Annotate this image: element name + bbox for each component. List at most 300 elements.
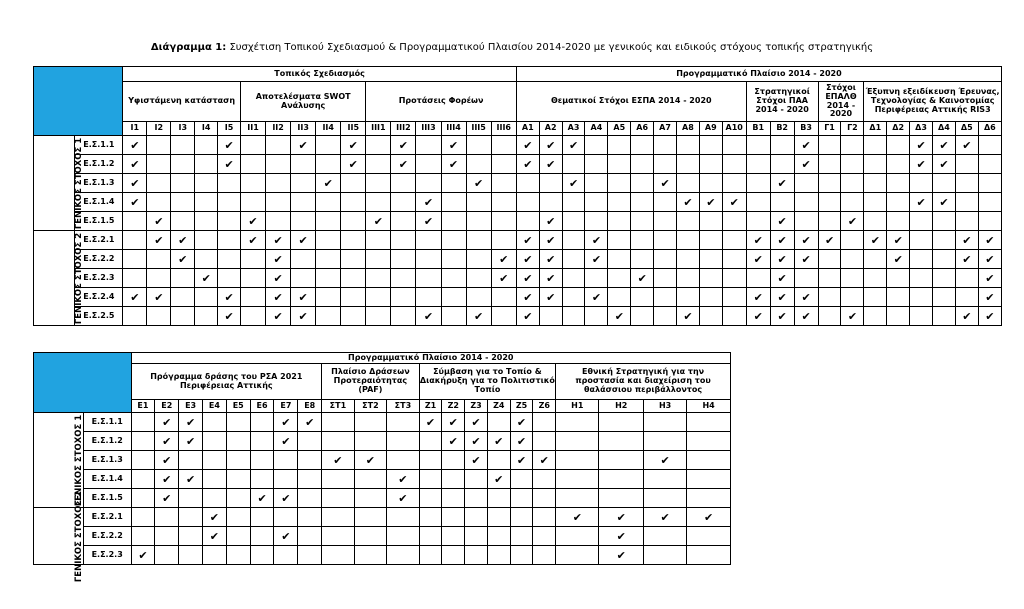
empty-cell bbox=[171, 193, 195, 212]
empty-cell bbox=[442, 508, 465, 527]
empty-cell bbox=[818, 288, 841, 307]
column-header: I4 bbox=[195, 122, 218, 136]
matrix-table-1 bbox=[33, 66, 1002, 326]
empty-cell bbox=[123, 269, 147, 288]
empty-cell bbox=[341, 174, 366, 193]
empty-cell bbox=[491, 307, 516, 326]
group-label bbox=[34, 231, 85, 326]
empty-cell bbox=[250, 546, 274, 565]
matrix-table-2 bbox=[33, 352, 731, 582]
empty-cell bbox=[955, 212, 978, 231]
row-code: Ε.Σ.1.5 bbox=[75, 212, 123, 231]
empty-cell bbox=[416, 269, 441, 288]
empty-cell bbox=[631, 307, 654, 326]
check-mark-icon: ✔ bbox=[195, 269, 218, 288]
column-header: Z3 bbox=[465, 400, 488, 413]
empty-cell bbox=[341, 288, 366, 307]
table-row bbox=[34, 250, 1002, 269]
empty-cell bbox=[250, 508, 274, 527]
subgroup-header: Σύμβαση για το Τοπίο & Διακήρυξη για το Πολιτιστικό Τοπίο bbox=[419, 364, 556, 400]
check-mark-icon: ✔ bbox=[391, 155, 416, 174]
empty-cell bbox=[131, 432, 155, 451]
empty-cell bbox=[487, 527, 510, 546]
table-row bbox=[34, 288, 1002, 307]
empty-cell bbox=[910, 250, 933, 269]
empty-cell bbox=[608, 136, 631, 155]
empty-cell bbox=[218, 269, 241, 288]
empty-cell bbox=[841, 174, 864, 193]
column-header: I2 bbox=[147, 122, 171, 136]
empty-cell bbox=[366, 155, 391, 174]
empty-cell bbox=[195, 250, 218, 269]
column-header: Z4 bbox=[487, 400, 510, 413]
empty-cell bbox=[419, 451, 442, 470]
check-mark-icon: ✔ bbox=[864, 231, 887, 250]
subgroup-header: Πλαίσιο Δράσεων Προτεραιότητας (PAF) bbox=[322, 364, 420, 400]
empty-cell bbox=[585, 212, 608, 231]
check-mark-icon: ✔ bbox=[562, 136, 585, 155]
check-mark-icon: ✔ bbox=[131, 546, 155, 565]
check-mark-icon: ✔ bbox=[533, 451, 556, 470]
check-mark-icon: ✔ bbox=[770, 269, 794, 288]
column-header: A4 bbox=[585, 122, 608, 136]
empty-cell bbox=[643, 470, 686, 489]
empty-cell bbox=[291, 269, 316, 288]
empty-cell bbox=[599, 489, 643, 508]
empty-cell bbox=[366, 307, 391, 326]
empty-cell bbox=[533, 432, 556, 451]
empty-cell bbox=[266, 174, 291, 193]
check-mark-icon: ✔ bbox=[416, 212, 441, 231]
column-header: E1 bbox=[131, 400, 155, 413]
group-label-text: ΓΕΝΙΚΟΣ ΣΤΟΧΟΣ 1 bbox=[74, 414, 85, 506]
empty-cell bbox=[366, 174, 391, 193]
check-mark-icon: ✔ bbox=[491, 269, 516, 288]
empty-cell bbox=[416, 250, 441, 269]
subgroup-header: Θεματικοί Στόχοι ΕΣΠΑ 2014 - 2020 bbox=[516, 82, 746, 122]
check-mark-icon: ✔ bbox=[387, 470, 420, 489]
check-mark-icon: ✔ bbox=[932, 136, 955, 155]
empty-cell bbox=[562, 269, 585, 288]
empty-cell bbox=[441, 288, 466, 307]
empty-cell bbox=[218, 250, 241, 269]
empty-cell bbox=[631, 288, 654, 307]
empty-cell bbox=[487, 413, 510, 432]
empty-cell bbox=[746, 155, 770, 174]
empty-cell bbox=[841, 288, 864, 307]
empty-cell bbox=[699, 231, 722, 250]
empty-cell bbox=[910, 212, 933, 231]
check-mark-icon: ✔ bbox=[218, 288, 241, 307]
empty-cell bbox=[250, 527, 274, 546]
empty-cell bbox=[654, 212, 677, 231]
column-header: A6 bbox=[631, 122, 654, 136]
empty-cell bbox=[387, 508, 420, 527]
empty-cell bbox=[441, 193, 466, 212]
empty-cell bbox=[676, 155, 699, 174]
empty-cell bbox=[179, 489, 203, 508]
check-mark-icon: ✔ bbox=[298, 413, 322, 432]
check-mark-icon: ✔ bbox=[746, 231, 770, 250]
check-mark-icon: ✔ bbox=[465, 451, 488, 470]
check-mark-icon: ✔ bbox=[441, 136, 466, 155]
check-mark-icon: ✔ bbox=[123, 136, 147, 155]
empty-cell bbox=[746, 193, 770, 212]
check-mark-icon: ✔ bbox=[539, 231, 562, 250]
column-header: Δ3 bbox=[910, 122, 933, 136]
column-header: III6 bbox=[491, 122, 516, 136]
empty-cell bbox=[441, 250, 466, 269]
empty-cell bbox=[291, 174, 316, 193]
empty-cell bbox=[955, 288, 978, 307]
group-label-text: ΓΕΝΙΚΟΣ ΣΤΟΧΟΣ 1 bbox=[74, 137, 85, 229]
check-mark-icon: ✔ bbox=[291, 307, 316, 326]
empty-cell bbox=[556, 527, 599, 546]
empty-cell bbox=[241, 174, 266, 193]
check-mark-icon: ✔ bbox=[887, 250, 910, 269]
check-mark-icon: ✔ bbox=[218, 136, 241, 155]
table-row bbox=[34, 269, 1002, 288]
row-code: Ε.Σ.2.1 bbox=[83, 508, 131, 527]
empty-cell bbox=[818, 136, 841, 155]
check-mark-icon: ✔ bbox=[608, 307, 631, 326]
check-mark-icon: ✔ bbox=[585, 250, 608, 269]
empty-cell bbox=[442, 527, 465, 546]
empty-cell bbox=[687, 527, 731, 546]
check-mark-icon: ✔ bbox=[722, 193, 746, 212]
empty-cell bbox=[864, 155, 887, 174]
empty-cell bbox=[131, 451, 155, 470]
empty-cell bbox=[978, 212, 1001, 231]
subgroup-header: Προτάσεις Φορέων bbox=[366, 82, 517, 122]
empty-cell bbox=[241, 250, 266, 269]
empty-cell bbox=[250, 470, 274, 489]
empty-cell bbox=[562, 231, 585, 250]
row-code: Ε.Σ.1.2 bbox=[83, 432, 131, 451]
row-code: Ε.Σ.2.3 bbox=[75, 269, 123, 288]
empty-cell bbox=[818, 307, 841, 326]
empty-cell bbox=[556, 470, 599, 489]
empty-cell bbox=[123, 307, 147, 326]
check-mark-icon: ✔ bbox=[643, 451, 686, 470]
empty-cell bbox=[676, 231, 699, 250]
check-mark-icon: ✔ bbox=[539, 155, 562, 174]
empty-cell bbox=[466, 288, 491, 307]
column-header: Z6 bbox=[533, 400, 556, 413]
empty-cell bbox=[147, 269, 171, 288]
empty-cell bbox=[465, 470, 488, 489]
empty-cell bbox=[171, 155, 195, 174]
column-header: I1 bbox=[123, 122, 147, 136]
empty-cell bbox=[466, 193, 491, 212]
column-header: III1 bbox=[366, 122, 391, 136]
empty-cell bbox=[746, 174, 770, 193]
empty-cell bbox=[419, 527, 442, 546]
column-header: E3 bbox=[179, 400, 203, 413]
empty-cell bbox=[631, 155, 654, 174]
empty-cell bbox=[599, 451, 643, 470]
empty-cell bbox=[864, 174, 887, 193]
empty-cell bbox=[316, 136, 341, 155]
empty-cell bbox=[722, 231, 746, 250]
group-header: Προγραμματικό Πλαίσιο 2014 - 2020 bbox=[516, 67, 1001, 82]
check-mark-icon: ✔ bbox=[841, 212, 864, 231]
check-mark-icon: ✔ bbox=[978, 269, 1001, 288]
empty-cell bbox=[131, 489, 155, 508]
empty-cell bbox=[131, 413, 155, 432]
empty-cell bbox=[794, 212, 818, 231]
table-row bbox=[34, 451, 731, 470]
check-mark-icon: ✔ bbox=[676, 193, 699, 212]
empty-cell bbox=[631, 231, 654, 250]
empty-cell bbox=[955, 155, 978, 174]
table-row bbox=[34, 193, 1002, 212]
check-mark-icon: ✔ bbox=[291, 136, 316, 155]
empty-cell bbox=[171, 136, 195, 155]
empty-cell bbox=[203, 470, 227, 489]
check-mark-icon: ✔ bbox=[631, 269, 654, 288]
empty-cell bbox=[391, 231, 416, 250]
empty-cell bbox=[864, 250, 887, 269]
empty-cell bbox=[770, 155, 794, 174]
check-mark-icon: ✔ bbox=[441, 155, 466, 174]
empty-cell bbox=[699, 307, 722, 326]
empty-cell bbox=[419, 546, 442, 565]
empty-cell bbox=[510, 546, 533, 565]
empty-cell bbox=[155, 546, 179, 565]
empty-cell bbox=[419, 489, 442, 508]
check-mark-icon: ✔ bbox=[123, 288, 147, 307]
check-mark-icon: ✔ bbox=[932, 155, 955, 174]
check-mark-icon: ✔ bbox=[442, 413, 465, 432]
empty-cell bbox=[419, 432, 442, 451]
empty-cell bbox=[676, 269, 699, 288]
empty-cell bbox=[556, 546, 599, 565]
empty-cell bbox=[562, 307, 585, 326]
group-label-text: ΓΕΝΙΚΟΣ ΣΤΟΧΟΣ 2 bbox=[74, 232, 85, 324]
empty-cell bbox=[562, 193, 585, 212]
empty-cell bbox=[643, 432, 686, 451]
empty-cell bbox=[887, 212, 910, 231]
check-mark-icon: ✔ bbox=[516, 250, 539, 269]
empty-cell bbox=[316, 307, 341, 326]
empty-cell bbox=[416, 174, 441, 193]
table-row bbox=[34, 470, 731, 489]
empty-cell bbox=[366, 269, 391, 288]
empty-cell bbox=[147, 250, 171, 269]
empty-cell bbox=[195, 212, 218, 231]
empty-cell bbox=[466, 212, 491, 231]
empty-cell bbox=[341, 307, 366, 326]
empty-cell bbox=[608, 174, 631, 193]
check-mark-icon: ✔ bbox=[794, 155, 818, 174]
check-mark-icon: ✔ bbox=[466, 174, 491, 193]
check-mark-icon: ✔ bbox=[171, 231, 195, 250]
empty-cell bbox=[491, 212, 516, 231]
column-header: II5 bbox=[341, 122, 366, 136]
empty-cell bbox=[226, 432, 250, 451]
check-mark-icon: ✔ bbox=[516, 288, 539, 307]
check-mark-icon: ✔ bbox=[585, 288, 608, 307]
check-mark-icon: ✔ bbox=[818, 231, 841, 250]
empty-cell bbox=[722, 250, 746, 269]
empty-cell bbox=[746, 269, 770, 288]
empty-cell bbox=[226, 546, 250, 565]
column-header: A2 bbox=[539, 122, 562, 136]
empty-cell bbox=[291, 250, 316, 269]
empty-cell bbox=[978, 174, 1001, 193]
empty-cell bbox=[391, 212, 416, 231]
check-mark-icon: ✔ bbox=[794, 136, 818, 155]
empty-cell bbox=[298, 546, 322, 565]
empty-cell bbox=[419, 470, 442, 489]
check-mark-icon: ✔ bbox=[123, 174, 147, 193]
column-header: B1 bbox=[746, 122, 770, 136]
empty-cell bbox=[608, 212, 631, 231]
check-mark-icon: ✔ bbox=[416, 307, 441, 326]
empty-cell bbox=[298, 451, 322, 470]
empty-cell bbox=[654, 250, 677, 269]
empty-cell bbox=[794, 269, 818, 288]
empty-cell bbox=[699, 136, 722, 155]
empty-cell bbox=[218, 193, 241, 212]
empty-cell bbox=[123, 231, 147, 250]
subgroup-header: Εθνική Στρατηγική για την προστασία και διαχείριση του θαλάσσιου περιβάλλοντος bbox=[556, 364, 731, 400]
empty-cell bbox=[687, 432, 731, 451]
check-mark-icon: ✔ bbox=[179, 470, 203, 489]
empty-cell bbox=[722, 307, 746, 326]
check-mark-icon: ✔ bbox=[291, 231, 316, 250]
group-label bbox=[34, 136, 85, 231]
empty-cell bbox=[818, 250, 841, 269]
empty-cell bbox=[585, 193, 608, 212]
table-row bbox=[34, 155, 1002, 174]
empty-cell bbox=[676, 174, 699, 193]
empty-cell bbox=[491, 136, 516, 155]
empty-cell bbox=[770, 136, 794, 155]
check-mark-icon: ✔ bbox=[539, 136, 562, 155]
empty-cell bbox=[491, 288, 516, 307]
empty-cell bbox=[510, 489, 533, 508]
empty-cell bbox=[978, 193, 1001, 212]
empty-cell bbox=[155, 527, 179, 546]
empty-cell bbox=[171, 307, 195, 326]
column-header: H4 bbox=[687, 400, 731, 413]
empty-cell bbox=[487, 546, 510, 565]
empty-cell bbox=[466, 231, 491, 250]
empty-cell bbox=[887, 193, 910, 212]
check-mark-icon: ✔ bbox=[147, 288, 171, 307]
empty-cell bbox=[631, 174, 654, 193]
empty-cell bbox=[298, 527, 322, 546]
empty-cell bbox=[441, 307, 466, 326]
empty-cell bbox=[466, 269, 491, 288]
empty-cell bbox=[722, 288, 746, 307]
empty-cell bbox=[291, 193, 316, 212]
group-label bbox=[34, 490, 85, 582]
row-code: Ε.Σ.2.3 bbox=[83, 546, 131, 565]
empty-cell bbox=[818, 212, 841, 231]
empty-cell bbox=[746, 212, 770, 231]
check-mark-icon: ✔ bbox=[322, 451, 355, 470]
empty-cell bbox=[442, 489, 465, 508]
empty-cell bbox=[218, 231, 241, 250]
check-mark-icon: ✔ bbox=[539, 269, 562, 288]
column-header: Δ4 bbox=[932, 122, 955, 136]
empty-cell bbox=[722, 174, 746, 193]
empty-cell bbox=[441, 174, 466, 193]
empty-cell bbox=[322, 508, 355, 527]
column-header: H1 bbox=[556, 400, 599, 413]
column-header: I5 bbox=[218, 122, 241, 136]
check-mark-icon: ✔ bbox=[266, 269, 291, 288]
subgroup-header: Έξυπνη εξειδίκευση Έρευνας, Τεχνολογίας & Καινοτομίας Περιφέρειας Αττικής RIS3 bbox=[864, 82, 1002, 122]
empty-cell bbox=[226, 489, 250, 508]
empty-cell bbox=[322, 546, 355, 565]
empty-cell bbox=[654, 288, 677, 307]
table-row bbox=[34, 136, 1002, 155]
check-mark-icon: ✔ bbox=[218, 155, 241, 174]
check-mark-icon: ✔ bbox=[910, 136, 933, 155]
empty-cell bbox=[466, 250, 491, 269]
empty-cell bbox=[585, 136, 608, 155]
check-mark-icon: ✔ bbox=[250, 489, 274, 508]
empty-cell bbox=[562, 155, 585, 174]
check-mark-icon: ✔ bbox=[466, 307, 491, 326]
column-header: A5 bbox=[608, 122, 631, 136]
empty-cell bbox=[491, 193, 516, 212]
check-mark-icon: ✔ bbox=[416, 193, 441, 212]
column-header: E6 bbox=[250, 400, 274, 413]
check-mark-icon: ✔ bbox=[770, 231, 794, 250]
check-mark-icon: ✔ bbox=[841, 307, 864, 326]
empty-cell bbox=[699, 212, 722, 231]
empty-cell bbox=[643, 489, 686, 508]
empty-cell bbox=[226, 413, 250, 432]
empty-cell bbox=[391, 250, 416, 269]
row-code: Ε.Σ.1.5 bbox=[83, 489, 131, 508]
row-code: Ε.Σ.2.4 bbox=[75, 288, 123, 307]
empty-cell bbox=[416, 155, 441, 174]
check-mark-icon: ✔ bbox=[155, 413, 179, 432]
empty-cell bbox=[676, 136, 699, 155]
empty-cell bbox=[465, 489, 488, 508]
empty-cell bbox=[203, 489, 227, 508]
empty-cell bbox=[687, 489, 731, 508]
check-mark-icon: ✔ bbox=[770, 174, 794, 193]
empty-cell bbox=[341, 212, 366, 231]
empty-cell bbox=[841, 155, 864, 174]
table-row bbox=[34, 307, 1002, 326]
empty-cell bbox=[539, 174, 562, 193]
empty-cell bbox=[387, 413, 420, 432]
check-mark-icon: ✔ bbox=[155, 451, 179, 470]
empty-cell bbox=[366, 250, 391, 269]
empty-cell bbox=[226, 470, 250, 489]
empty-cell bbox=[226, 527, 250, 546]
empty-cell bbox=[687, 470, 731, 489]
column-header: II2 bbox=[266, 122, 291, 136]
empty-cell bbox=[841, 231, 864, 250]
group-header: Τοπικός Σχεδιασμός bbox=[123, 67, 517, 82]
corner-cell bbox=[34, 67, 123, 136]
check-mark-icon: ✔ bbox=[643, 508, 686, 527]
empty-cell bbox=[274, 470, 298, 489]
empty-cell bbox=[864, 288, 887, 307]
check-mark-icon: ✔ bbox=[978, 231, 1001, 250]
check-mark-icon: ✔ bbox=[978, 250, 1001, 269]
empty-cell bbox=[179, 508, 203, 527]
